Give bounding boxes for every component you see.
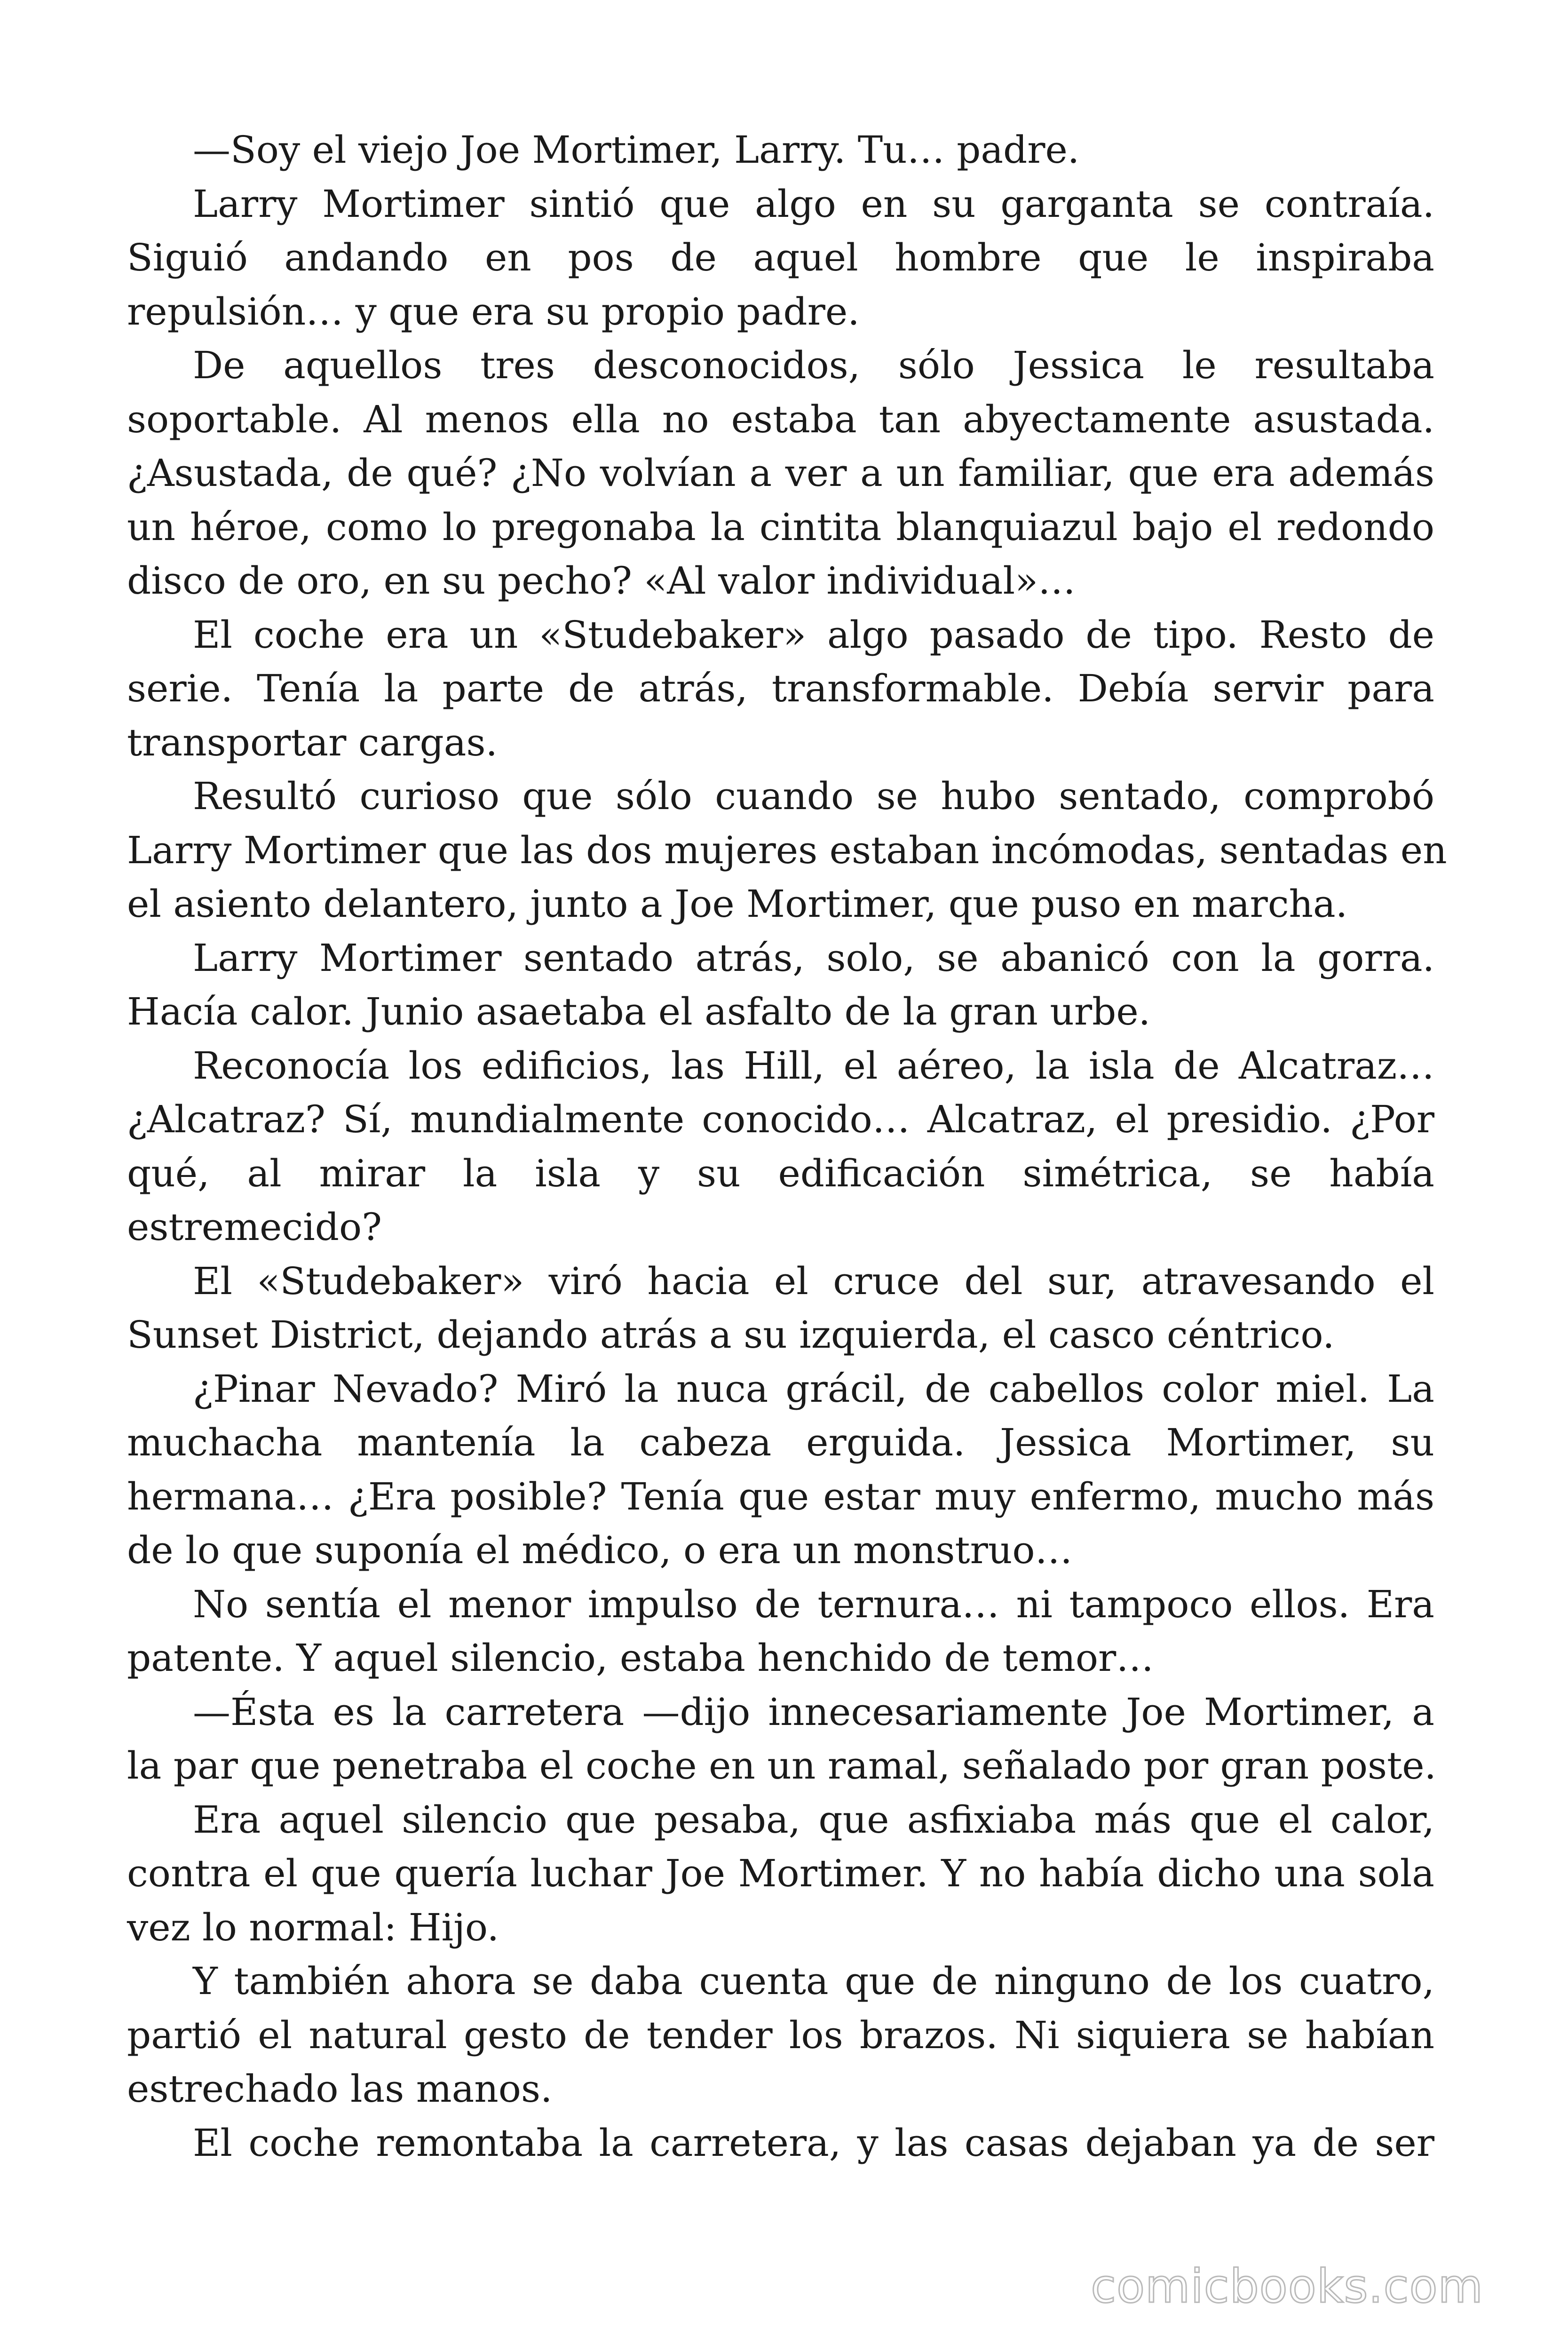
paragraph — [127, 2116, 1434, 2170]
paragraph — [127, 339, 1434, 608]
text-line: —Soy el viejo Joe Mortimer, Larry. Tu… padre. — [193, 128, 1080, 172]
text-line: Larry Mortimer sintió que algo en su garganta se contraía. — [193, 182, 1434, 226]
watermark: comicbooks.com — [1091, 2260, 1483, 2313]
text-line: hermana… ¿Era posible? Tenía que estar muy enfermo, mucho más — [127, 1474, 1434, 1518]
text-line: de lo que suponía el médico, o era un monstruo… — [127, 1528, 1073, 1572]
text-line: No sentía el menor impulso de ternura… ni tampoco ellos. Era — [193, 1582, 1434, 1626]
text-line: un héroe, como lo pregonaba la cintita blanquiazul bajo el redondo — [127, 505, 1434, 549]
paragraph — [127, 1685, 1434, 1793]
paragraph — [127, 177, 1434, 339]
text-line: De aquellos tres desconocidos, sólo Jessica le resultaba — [193, 343, 1434, 387]
text-line: Reconocía los edificios, las Hill, el aéreo, la isla de Alcatraz… — [193, 1043, 1434, 1088]
text-line: Resultó curioso que sólo cuando se hubo sentado, comprobó — [193, 774, 1434, 818]
text-line: repulsión… y que era su propio padre. — [127, 289, 860, 334]
paragraph — [127, 608, 1434, 770]
paragraph — [127, 1793, 1434, 1955]
text-line: Y también ahora se daba cuenta que de ninguno de los cuatro, — [193, 1959, 1434, 2003]
text-line: partió el natural gesto de tender los brazos. Ni siquiera se habían — [127, 2013, 1434, 2057]
text-line: la par que penetraba el coche en un ramal, señalado por gran poste. — [127, 1744, 1436, 1788]
text-line: Larry Mortimer que las dos mujeres estaban incómodas, sentadas en — [127, 828, 1447, 872]
paragraph — [127, 1362, 1434, 1578]
text-line: El «Studebaker» viró hacia el cruce del sur, atravesando el — [193, 1259, 1434, 1303]
text-line: El coche remontaba la carretera, y las casas dejaban ya de ser — [193, 2121, 1434, 2165]
paragraph — [127, 770, 1447, 931]
text-line: ¿Alcatraz? Sí, mundialmente conocido… Alcatraz, el presidio. ¿Por — [127, 1097, 1434, 1141]
text-line: estrechado las manos. — [127, 2067, 553, 2111]
body-text — [127, 123, 1447, 2170]
paragraph — [127, 931, 1434, 1039]
text-line: El coche era un «Studebaker» algo pasado de tipo. Resto de — [193, 612, 1434, 657]
text-line: muchacha mantenía la cabeza erguida. Jessica Mortimer, su — [127, 1421, 1434, 1464]
paragraph — [127, 123, 1434, 177]
text-line: patente. Y aquel silencio, estaba henchido de temor… — [127, 1636, 1154, 1680]
text-line: Sunset District, dejando atrás a su izquierda, el casco céntrico. — [127, 1313, 1335, 1357]
paragraph — [127, 1255, 1434, 1362]
text-line: Era aquel silencio que pesaba, que asfixiaba más que el calor, — [193, 1797, 1434, 1842]
text-line: estremecido? — [127, 1205, 382, 1249]
text-line: soportable. Al menos ella no estaba tan abyectamente asustada. — [127, 397, 1434, 441]
paragraph — [127, 1578, 1434, 1685]
text-line: el asiento delantero, junto a Joe Mortimer, que puso en marcha. — [127, 882, 1348, 926]
text-line: ¿Asustada, de qué? ¿No volvían a ver a un familiar, que era además — [127, 451, 1434, 495]
text-line: disco de oro, en su pecho? «Al valor individual»… — [127, 559, 1076, 603]
paragraph — [127, 1955, 1434, 2116]
text-line: vez lo normal: Hijo. — [127, 1905, 499, 1949]
text-line: Hacía calor. Junio asaetaba el asfalto de la gran urbe. — [127, 990, 1151, 1033]
text-line: Siguió andando en pos de aquel hombre que le inspiraba — [127, 236, 1434, 279]
paragraph — [127, 1039, 1434, 1255]
text-line: qué, al mirar la isla y su edificación simétrica, se había — [127, 1151, 1434, 1195]
text-line: Larry Mortimer sentado atrás, solo, se abanicó con la gorra. — [193, 936, 1434, 980]
text-line: —Ésta es la carretera —dijo innecesariamente Joe Mortimer, a — [193, 1690, 1434, 1734]
text-line: contra el que quería luchar Joe Mortimer. Y no había dicho una sola — [127, 1851, 1434, 1895]
text-line: serie. Tenía la parte de atrás, transformable. Debía servir para — [127, 667, 1434, 710]
text-line: ¿Pinar Nevado? Miró la nuca grácil, de cabellos color miel. La — [193, 1367, 1434, 1411]
text-line: transportar cargas. — [127, 720, 498, 764]
